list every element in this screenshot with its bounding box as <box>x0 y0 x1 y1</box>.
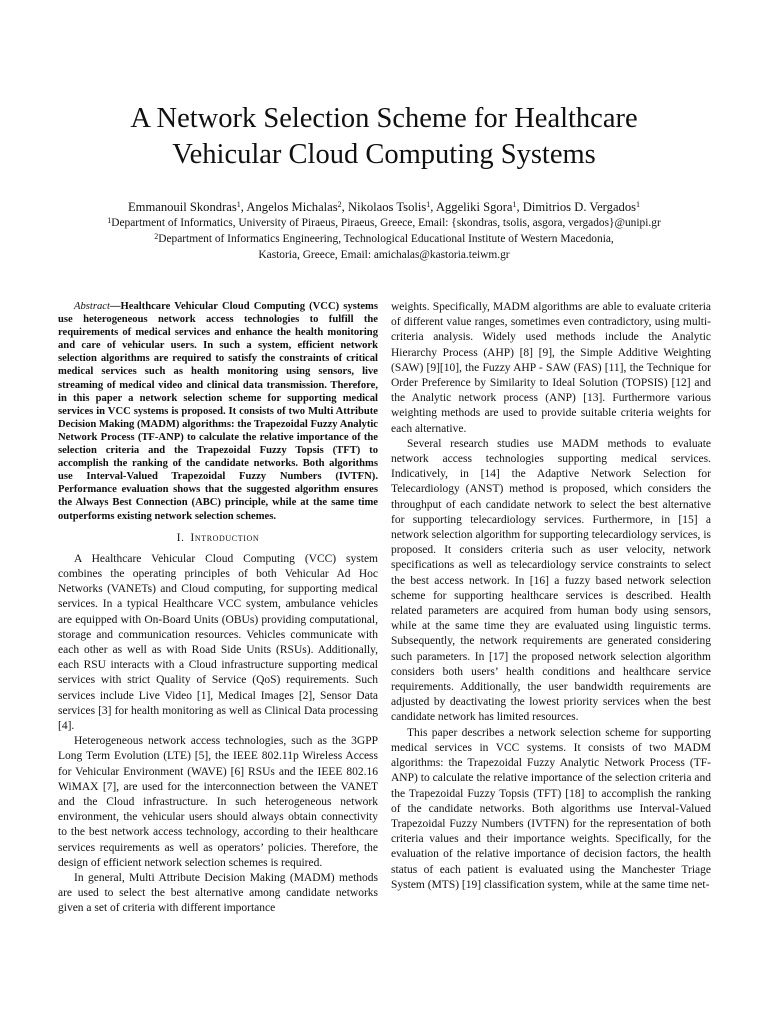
paper-title <box>0 101 768 173</box>
body-paragraph: In general, Multi Attribute Decision Making (MADM) methods are used to select the best alternative among candidate networks given a set of criteria with different importance <box>58 872 378 915</box>
body-paragraph: This paper describes a network selection scheme for supporting medical services in VCC systems. It consists of two MADM algorithms: the Trapezoidal Fuzzy Analytic Network Process (TF-ANP) to calculate the relative importance of the selection criteria and the Trapezoidal Fuzzy Topsis (TFT) [18] to accomplish the ranking of the candidate networks. Both algorithms use Interval-Valued Trapezoidal Fuzzy Numbers (IVTFN) for the representation of both criteria values and their importance weights. Specifically, for the evaluation of the relative importance of decision factors, the health status of each patient is evaluated using the Manchester Triage System (MTS) [19] classification system, while at the same time net- <box>391 726 711 891</box>
left-column <box>58 300 378 917</box>
author-list <box>0 199 768 215</box>
affiliation-2: $^2$Department of Informatics Engineering, Technological Educational Institute of Western Macedonia, <box>154 232 614 245</box>
author: Nikolaos Tsolis$^1$, <box>347 200 436 214</box>
affiliation-2-cont: Kastoria, Greece, Email: amichalas@kastoria.teiwm.gr <box>258 249 510 261</box>
body-paragraph: weights. Specifically, MADM algorithms are able to evaluate criteria of different value ranges, sometimes even contradictory, using multi-criteria analysis. Widely used methods include the Analytic Hierarchy Process (AHP) [8] [9], the Simple Additive Weighting (SAW) [9][10], the Fuzzy AHP - SAW (FAS) [11], the Technique for Order Preference by Similarity to Ideal Solution (TOPSIS) [12] and the Analytic network process (ANP) [13]. Furthermore various weighting methods are used to provide suitable criteria weights for each alternative. <box>391 301 711 435</box>
abstract-label: Abstract <box>74 301 110 312</box>
abstract: Abstract—Healthcare Vehicular Cloud Computing (VCC) systems use heterogeneous network access technologies to fulfill the requirements of medical services and enhance the health monitoring and care of vehicular users. In such a system, efficient network selection algorithms are required to satisfy the constraints of critical medical services such as health monitoring using sensors, live streaming of medical video and clinical data transmission. Therefore, in this paper a network selection scheme for supporting medical services in VCC systems is proposed. It consists of two Multi Attribute Decision Making (MADM) algorithms: the Trapezoidal Fuzzy Analytic Network Process (TF-ANP) to calculate the relative importance of the selection criteria and the Trapezoidal Fuzzy Topsis (TFT) to accomplish the ranking of the candidate networks. Both algorithms use Interval-Valued Trapezoidal Fuzzy Numbers (IVTFN). Performance evaluation shows that the suggested algorithm ensures the Always Best Connection (ABC) principle, while at the same time outperforms existing network selection schemes. <box>58 301 378 522</box>
section-heading: I. Introduction <box>176 531 260 544</box>
affiliation-1: $^1$Department of Informatics, University of Piraeus, Piraeus, Greece, Email: {skondras, tsolis, asgora, vergados}@unipi.gr <box>107 216 661 229</box>
author: Aggeliki Sgora$^1$, <box>435 200 523 214</box>
right-column <box>391 300 711 893</box>
body-paragraph: Heterogeneous network access technologies, such as the 3GPP Long Term Evolution (LTE) [5], the IEEE 802.11p Wireless Access for Vehicular Environment (WAVE) [6] RSUs and the IEEE 802.16 WiMAX [7], are used for the interconnection between the VANET and the Cloud infrastructure. In such heterogeneous network environment, the vehicular users should always obtain connectivity to the best network access technology, according to their healthcare services requirements as well as operators’ policies. Therefore, the design of efficient network selection schemes is required. <box>58 735 378 869</box>
body-paragraph: Several research studies use MADM methods to evaluate network access technologies supporting medical services. Indicatively, in [14] the Adaptive Network Selection for Telecardiology (ANST) method is proposed, which considers the throughput of each candidate network to select the best alternative for supporting telecardiology services. Furthermore, in [15] a network selection algorithm for supporting telecardiology services, is proposed. It considers criteria such as user velocity, network specifications as well as telecardiology service constraints to select the best access network. In [16] a fuzzy based network selection scheme for supporting healthcare services is described. Health related parameters are acquired from human body using sensors, while at the same time they are evaluated using linguistic terms. Subsequently, the network requirements are generated considering such parameters. In [17] the proposed network selection algorithm considers both users’ health conditions and healthcare service requirements. Additionally, the user bandwidth requirements are adjusted by deactivating the lowest priority services when the best candidate network has limited resources. <box>391 437 711 724</box>
title-line-1: A Network Selection Scheme for Healthcare <box>130 103 638 134</box>
title-line-2: Vehicular Cloud Computing Systems <box>172 139 596 170</box>
author: Angelos Michalas$^2$, <box>246 200 348 214</box>
author: Emmanouil Skondras$^1$, <box>127 200 247 214</box>
abstract-text: Healthcare Vehicular Cloud Computing (VCC) systems use heterogeneous network access technologies to fulfill the requirements of medical services and enhance the health monitoring and care of vehicular users. In such a system, efficient network selection algorithms are required to satisfy the constraints of critical medical services such as health monitoring using sensors, live streaming of medical video and clinical data transmission. Therefore, in this paper a network selection scheme for supporting medical services in VCC systems is proposed. It consists of two Multi Attribute Decision Making (MADM) algorithms: the Trapezoidal Fuzzy Analytic Network Process (TF-ANP) to calculate the relative importance of the selection criteria and the Trapezoidal Fuzzy Topsis (TFT) to accomplish the ranking of the candidate networks. Both algorithms use Interval-Valued Trapezoidal Fuzzy Numbers (IVTFN). Performance evaluation shows that the suggested algorithm ensures the Always Best Connection (ABC) principle, while at the same time outperforms existing network selection schemes. <box>58 301 378 522</box>
body-paragraph: A Healthcare Vehicular Cloud Computing (VCC) system combines the operating principles of both Vehicular Ad Hoc Networks (VANETs) and Cloud computing, for supporting medical services. In a typical Healthcare VCC system, ambulance vehicles are equipped with On-Board Units (OBUs) providing computational, storage and communication resources. Vehicles communicate with each other as well as with Road Side Units (RSUs). Additionally, each RSU interacts with a Cloud infrastructure supporting medical services with strict Quality of Service (QoS) requirements. Such services include Live Video [1], Medical Images [2], Sensor Data services [3] for health monitoring as well as Clinical Data processing [4]. <box>58 552 378 733</box>
author: Dimitrios D. Vergados$^1$ <box>522 200 641 214</box>
